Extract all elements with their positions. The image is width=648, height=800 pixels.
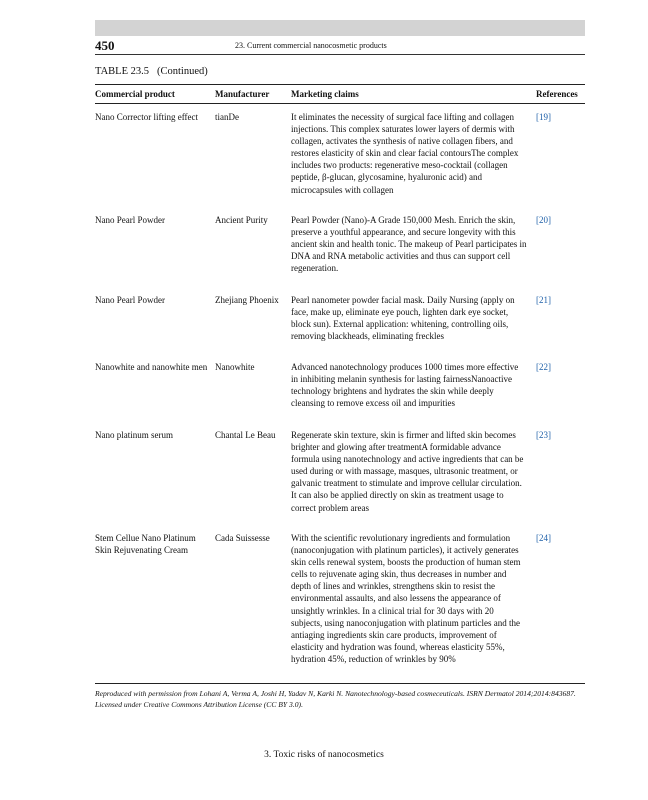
reference-link[interactable]: [24] [536,533,551,543]
table-row [95,294,585,361]
product-name: Nanowhite and nanowhite men [95,362,208,372]
data-table [95,84,585,692]
manufacturer-name: Ancient Purity [215,215,268,225]
page-footer: 3. Toxic risks of nanocosmetics [264,750,384,760]
marketing-claim: With the scientific revolutionary ingredients and formulation (nanoconjugation with platinum particles), it actively generates skin cells renewal system, boosts the production of human stem cells to rejuvenate aging skin, thus decreases in number and depth of lines and wrinkles, strengthens skin to resist the environmental assaults, and also lessens the appearance of unsightly wrinkles. In a clinical trial for 30 days with 20 subjects, using nanoconjugation with platinum particles and the antiaging ingredients skin care products, improvement of elasticity and hydration was found, whereas elasticity 55%, hydration 45%, reduction of wrinkles by 90% [291,533,521,664]
manufacturer-name: Chantal Le Beau [215,430,276,440]
manufacturer-name: Zhejiang Phoenix [215,295,279,305]
table-footnote: Reproduced with permission from Lohani A, Verma A, Joshi H, Yadav N, Karki N. Nanotechnology-based cosmeceuticals. ISRN Dermatol 2014;2014:843687. Licensed under Creative Commons Attribution License (CC BY 3.0). [95,689,576,709]
table-row [95,429,585,532]
product-name: Nano Pearl Powder [95,215,165,225]
table-label: TABLE 23.5 [95,66,149,77]
reference-link[interactable]: [19] [536,112,551,122]
table-row [95,111,585,214]
table-title [95,66,208,77]
marketing-claim: Pearl Powder (Nano)-A Grade 150,000 Mesh. Enrich the skin, preserve a youthful appearance, and secure longevity with this ancient skin and health tonic. The makeup of Pearl participates in DNA and RNA metabolic activities and thus can support cell regeneration. [291,215,527,274]
marketing-claim: Pearl nanometer powder facial mask. Daily Nursing (apply on face, make up, eliminate eye pouch, lighten dark eye socket, block sun). External application: whitening, controlling oils, removing blackheads, eliminating freckles [291,295,515,342]
marketing-claim: It eliminates the necessity of surgical face lifting and collagen injections. This complex saturates lower layers of dermis with collagen, activates the synthesis of native collagen fibers, and restores elasticity of skin and clear facial contoursThe complex includes two products: regenerative meso-cocktail (collagen peptide, β-glucan, glycosamine, hyaluronic acid) and microcapsules with collagen [291,112,519,195]
header-manufacturer: Manufacturer [215,89,270,99]
reference-link[interactable]: [22] [536,362,551,372]
top-gray-bar [95,20,585,36]
footnote-divider [95,683,585,684]
table-row [95,214,585,294]
table-row [95,532,585,692]
marketing-claim: Regenerate skin texture, skin is firmer and lifted skin becomes brighter and glowing after treatmentA formidable advance formula using nanotechnology and active ingredients that can be used during or with massage, masques, ultrasonic treatment, or galvanic treatment to stimulate and improve cellular circulation. It can also be applied directly on skin as treatment usage to correct problem areas [291,430,524,513]
reference-link[interactable]: [20] [536,215,551,225]
header-commercial-product: Commercial product [95,89,175,99]
manufacturer-name: tianDe [215,112,239,122]
manufacturer-name: Cada Suissesse [215,533,270,543]
reference-link[interactable]: [21] [536,295,551,305]
product-name: Nano platinum serum [95,430,173,440]
table-row [95,361,585,429]
product-name: Nano Pearl Powder [95,295,165,305]
header-marketing-claims: Marketing claims [291,89,359,99]
product-name: Stem Cellue Nano Platinum Skin Rejuvenating Cream [95,533,196,556]
product-name: Nano Corrector lifting effect [95,112,199,122]
running-head: 23. Current commercial nanocosmetic products [235,41,387,50]
manufacturer-name: Nanowhite [215,362,255,372]
page-header [95,36,585,55]
header-references: References [536,89,578,99]
reference-link[interactable]: [23] [536,430,551,440]
marketing-claim: Advanced nanotechnology produces 1000 times more effective in inhibiting melanin synthesis for lasting fairnessNanoactive technology brightens and hydrates the skin while deeply cleansing to remove excess oil and impurities [291,362,519,409]
page-number: 450 [95,38,115,53]
table-header-row [95,85,585,104]
table-continued: (Continued) [157,66,208,77]
